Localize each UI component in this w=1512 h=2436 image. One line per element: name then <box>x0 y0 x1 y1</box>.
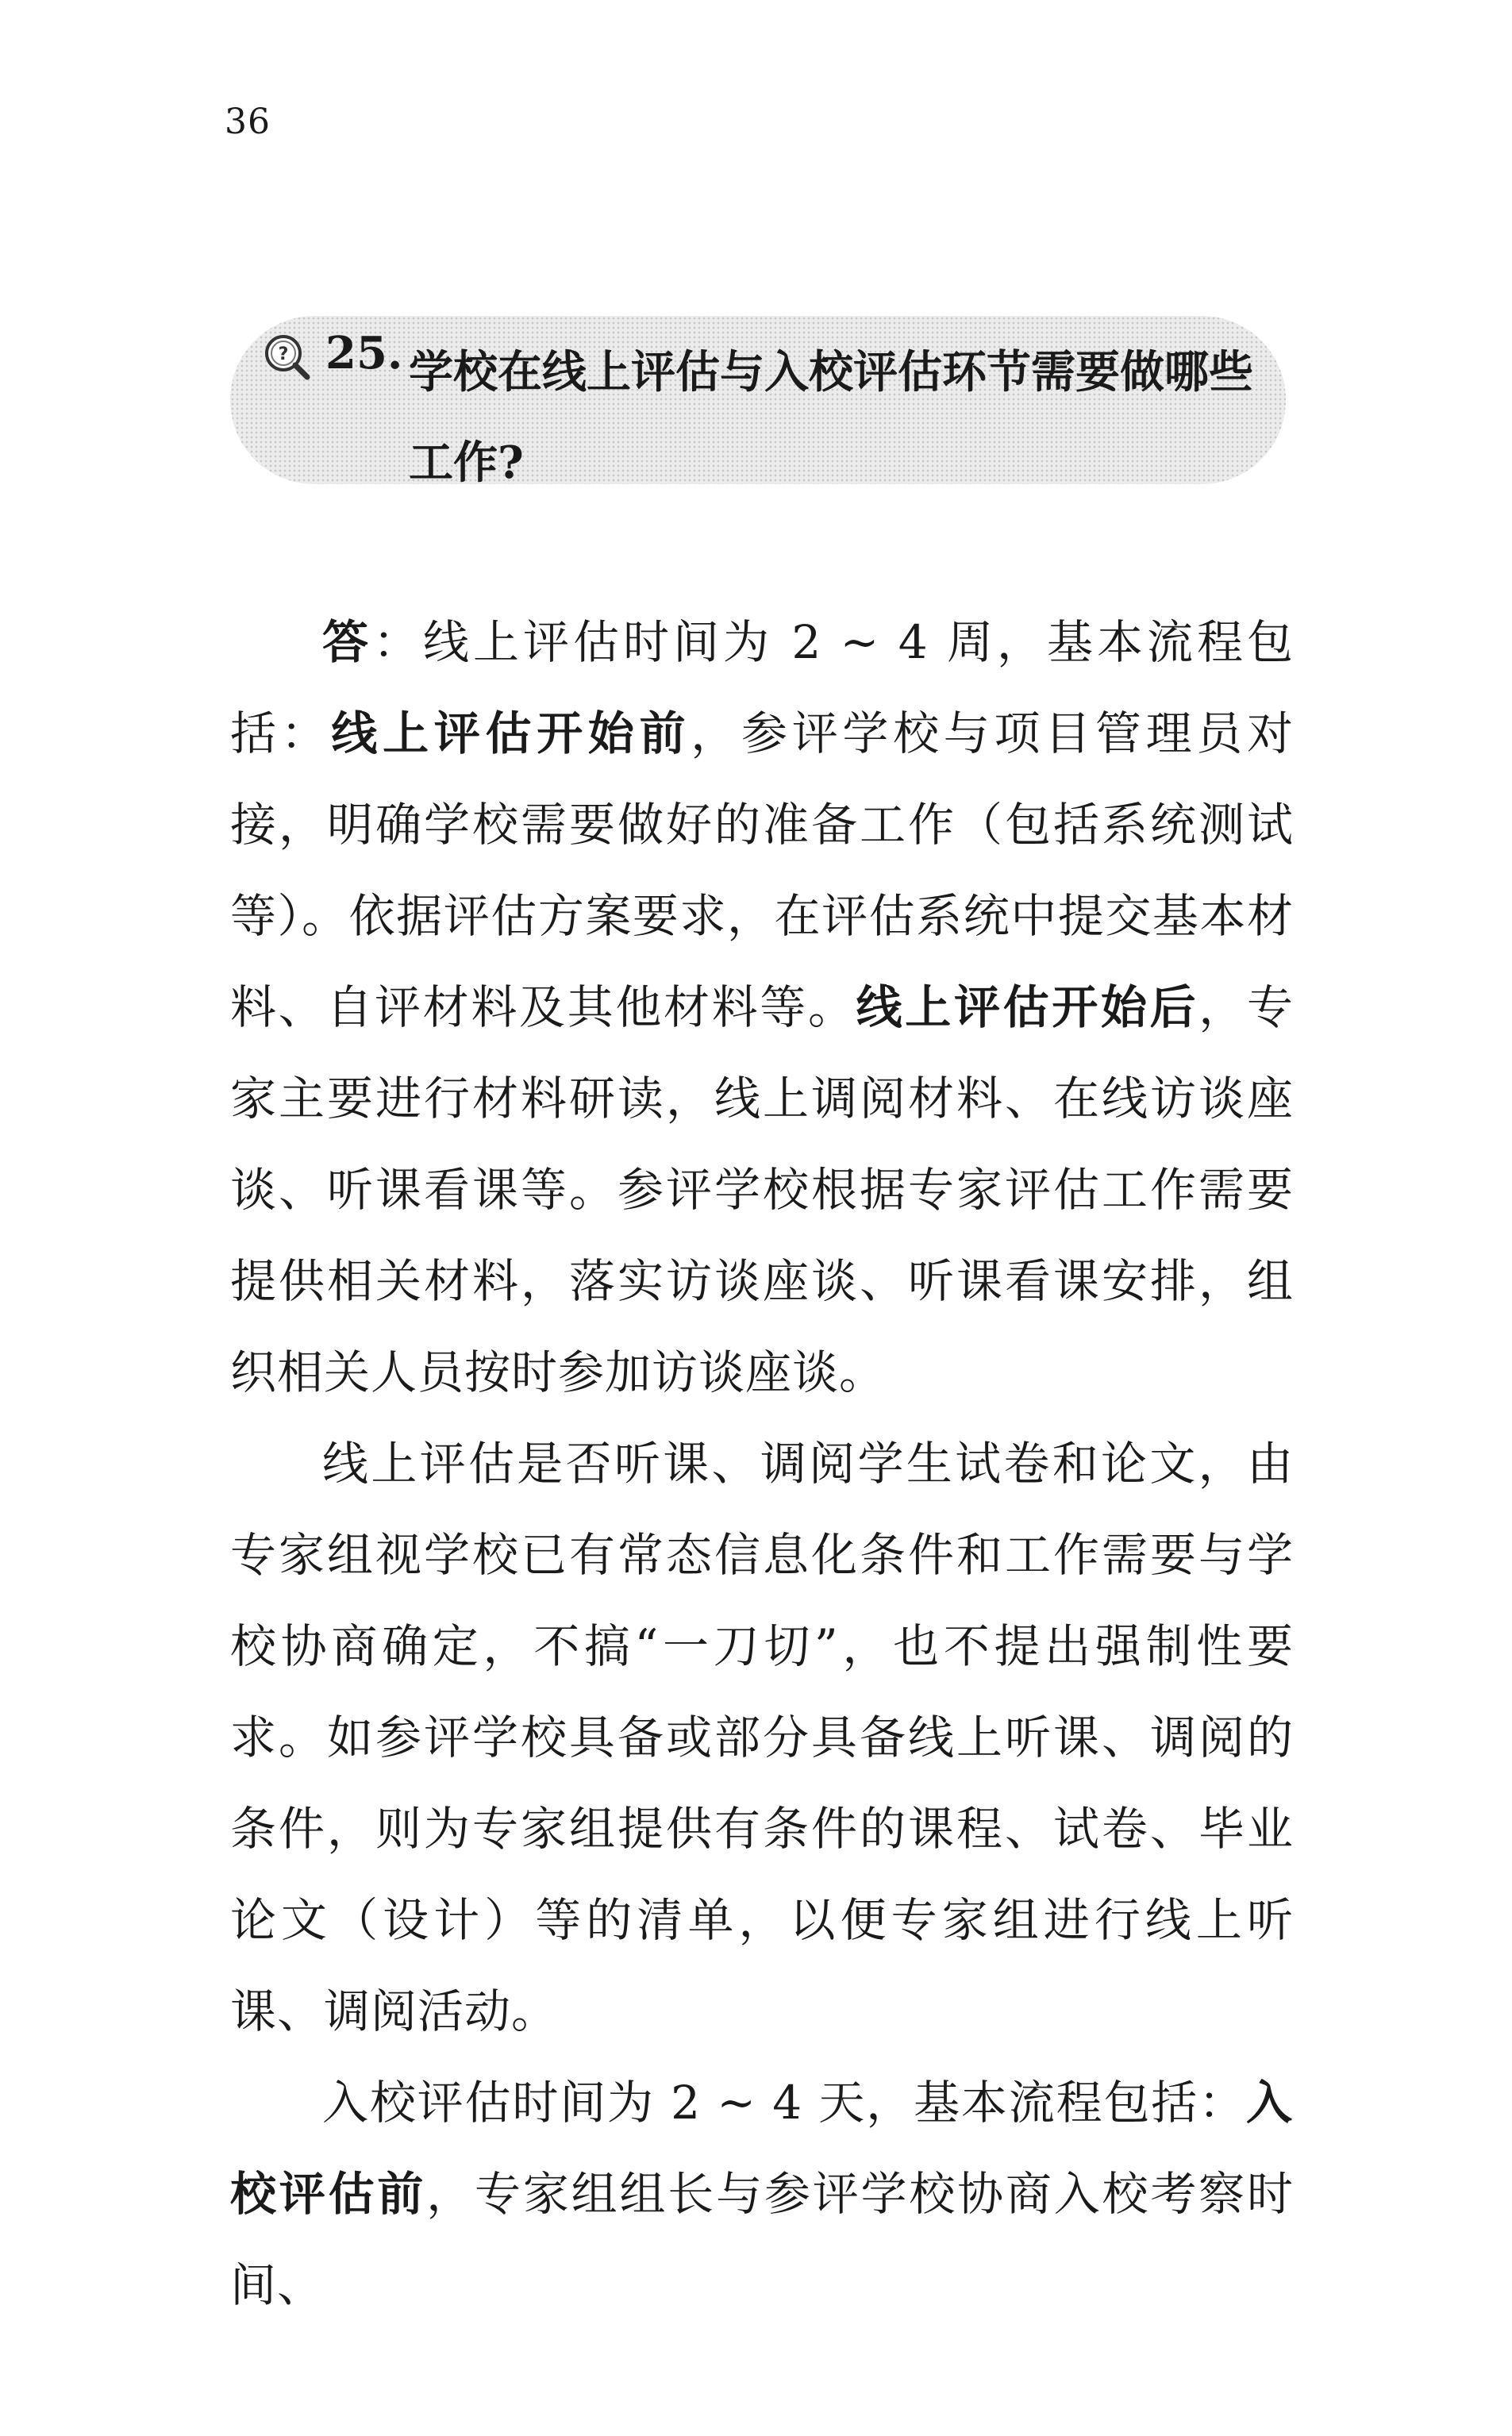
question-number: 25. <box>325 327 403 379</box>
bold-phrase-online-before: 线上评估开始前 <box>331 706 691 760</box>
bold-phrase-online-after: 线上评估开始后 <box>856 980 1199 1034</box>
answer-paragraph-3 <box>230 2057 1294 2331</box>
text-span: ，专家组组长与参评学校协商入校考察时间、 <box>230 2167 1294 2312</box>
bold-phrase-onsite-before: 入校评估前 <box>230 2076 1294 2221</box>
text-span: ，参评学校与项目管理员对接，明确学校需要做好的准备工作（包括系统测试等）。依据评估方案要求，在评估系统中提交基本材料、自评材料及其他材料等。 <box>230 706 1294 1034</box>
answer-paragraph-2: 线上评估是否听课、调阅学生试卷和论文，由专家组视学校已有常态信息化条件和工作需要与学校协商确定，不搞“一刀切”，也不提出强制性要求。如参评学校具备或部分具备线上听课、调阅的条件，则为专家组提供有条件的课程、试卷、毕业论文（设计）等的清单，以便专家组进行线上听课、调阅活动。 <box>230 1437 1294 2038</box>
page-number: 36 <box>225 102 271 142</box>
svg-text:?: ? <box>278 344 289 364</box>
answer-lead-separator: ： <box>373 615 423 669</box>
answer-paragraph-1 <box>230 597 1294 1418</box>
text-span: 线上评估时间为 2 ~ 4 周，基本流程包括： <box>230 615 1294 760</box>
text-span: ，专家主要进行材料研读，线上调阅材料、在线访谈座谈、听课看课等。参评学校根据专家评估工作需要提供相关材料，落实访谈座谈、听课看课安排，组织相关人员按时参加访谈座谈。 <box>230 980 1294 1399</box>
text-span: 入校评估时间为 2 ~ 4 天，基本流程包括： <box>322 2076 1246 2130</box>
answer-lead: 答 <box>322 615 373 669</box>
answer-body <box>230 597 1294 2331</box>
question-title: 学校在线上评估与入校评估环节需要做哪些工作? <box>409 346 1253 489</box>
magnifier-question-icon <box>262 332 311 381</box>
